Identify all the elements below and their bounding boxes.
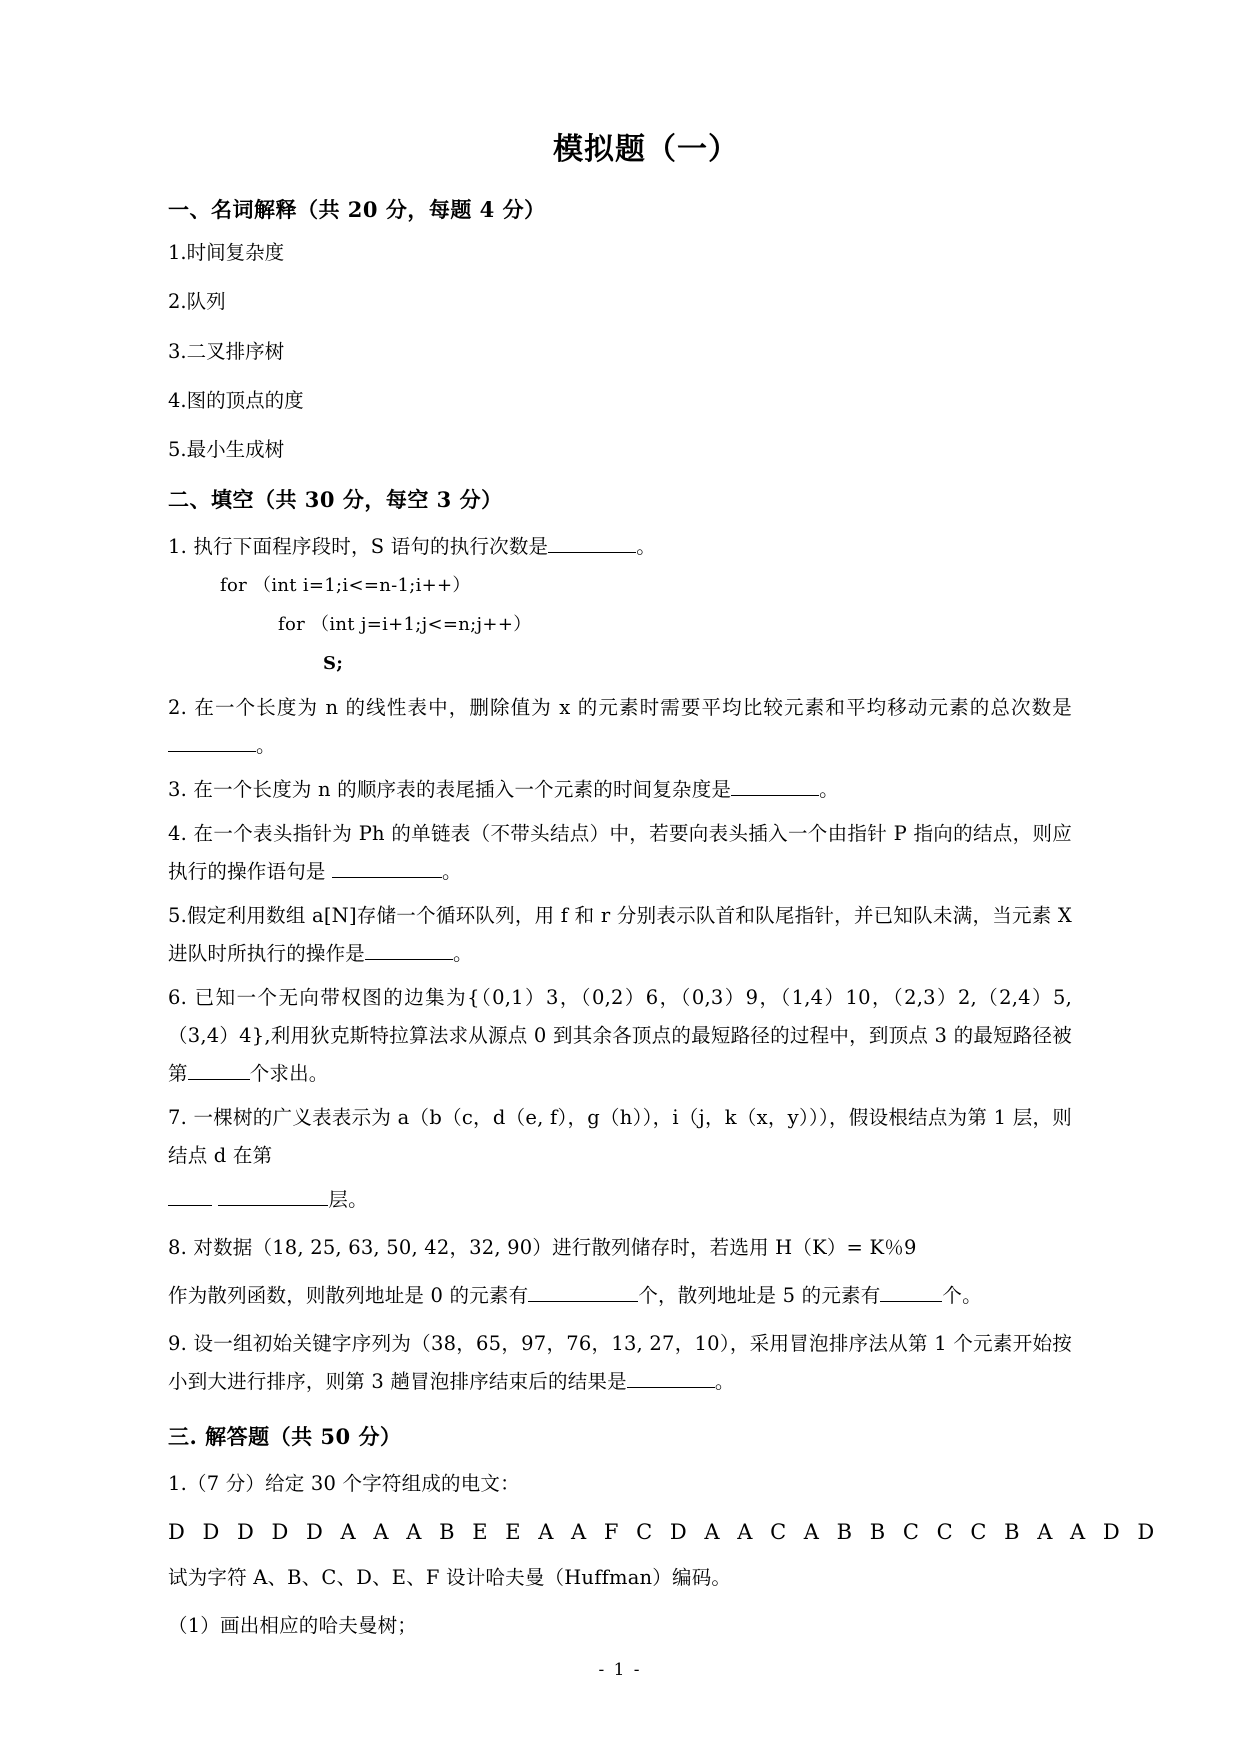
question-text: 作为散列函数，则散列地址是 0 的元素有 <box>168 1283 529 1307</box>
question-2-8-line1 <box>168 1229 1072 1267</box>
section-heading-terms: 一、名词解释（共 20 分，每题 4 分） <box>168 197 546 222</box>
code-line-statement: S; <box>323 652 344 674</box>
question-text-tail: 。 <box>256 733 276 757</box>
question-3-1-line3: 试为字符 A、B、C、D、E、F 设计哈夫曼（Huffman）编码。 <box>168 1565 732 1589</box>
question-text: 5.假定利用数组 a[N]存储一个循环队列，用 f 和 r 分别表示队首和队尾指针，并已知队未满，当元素 X 进队时所执行的操作是 <box>168 903 1072 965</box>
question-text: 1. 执行下面程序段时，S 语句的执行次数是 <box>168 535 549 559</box>
question-text-tail: 个求出。 <box>249 1061 329 1085</box>
answer-blank[interactable] <box>218 1205 328 1206</box>
term-item: 2.队列 <box>168 290 226 314</box>
question-text-tail: 。 <box>636 535 656 559</box>
code-line-for-inner: for （int j=i+1;j<=n;j++） <box>278 614 532 636</box>
term-item: 1.时间复杂度 <box>168 241 285 264</box>
answer-blank[interactable] <box>880 1301 942 1302</box>
section-heading-fill-blank: 二、填空（共 30 分，每空 3 分） <box>168 487 503 513</box>
question-2-2 <box>168 689 1072 765</box>
code-line-for-outer: for （int i=1;i<=n-1;i++） <box>220 575 471 597</box>
answer-blank[interactable] <box>168 751 256 752</box>
cipher-text: D D D D D A A A B E E A A F C D A A C A B B C C C B A A D D <box>168 1519 1160 1544</box>
question-text-tail: 。 <box>453 941 473 965</box>
question-3-1-line4: （1）画出相应的哈夫曼树； <box>168 1613 418 1637</box>
question-text: 个，散列地址是 5 的元素有 <box>638 1283 881 1307</box>
question-2-8-line2 <box>168 1277 1072 1315</box>
question-2-4 <box>168 815 1072 891</box>
question-text-tail: 。 <box>442 859 462 883</box>
question-2-7 <box>168 1099 1072 1175</box>
question-text-tail: 。 <box>819 777 839 801</box>
answer-blank[interactable] <box>548 552 636 553</box>
question-2-7-blank-line <box>168 1181 1072 1219</box>
question-text: 2. 在一个长度为 n 的线性表中，删除值为 x 的元素时需要平均比较元素和平均移动元素的总次数是 <box>168 695 1072 719</box>
section-heading-essay: 三. 解答题（共 50 分） <box>168 1423 402 1449</box>
answer-blank[interactable] <box>188 1079 250 1080</box>
question-2-3 <box>168 771 1072 809</box>
question-text: 3. 在一个长度为 n 的顺序表的表尾插入一个元素的时间复杂度是 <box>168 777 732 801</box>
question-text: 8. 对数据（18, 25, 63, 50, 42，32, 90）进行散列储存时，若选用 H（K）= K％9 <box>168 1235 917 1259</box>
question-2-5 <box>168 897 1072 973</box>
question-2-6 <box>168 979 1072 1093</box>
answer-blank[interactable] <box>332 877 442 878</box>
question-3-1-line1: 1.（7 分）给定 30 个字符组成的电文： <box>168 1471 520 1495</box>
question-text-tail: 个。 <box>942 1283 982 1307</box>
page-footer: - 1 - <box>598 1660 642 1680</box>
answer-blank[interactable] <box>365 959 453 960</box>
question-text-tail: 。 <box>714 1369 735 1393</box>
term-item: 4.图的顶点的度 <box>168 388 304 412</box>
question-2-9 <box>168 1325 1072 1401</box>
question-text: 6. 已知一个无向带权图的边集为{（0,1）3，（0,2）6，（0,3）9，（1,4）10，（2,3）2,（2,4）5,（3,4）4},利用狄克斯特拉算法求从源点 0 到其余各顶点的最短路径的过程中，到顶点 3 的最短路径被第 <box>168 985 1072 1085</box>
answer-blank[interactable] <box>627 1387 715 1388</box>
question-text: 7. 一棵树的广义表表示为 a（b（c，d（e, f），g（h）），i（j，k（x，y））），假设根结点为第 1 层，则结点 d 在第 <box>168 1105 1072 1167</box>
term-item: 3.二叉排序树 <box>168 339 285 363</box>
page-title: 模拟题（一） <box>553 132 739 167</box>
question-text-tail: 层。 <box>328 1187 368 1211</box>
question-text: 4. 在一个表头指针为 Ph 的单链表（不带头结点）中，若要向表头插入一个由指针 P 指向的结点，则应执行的操作语句是 <box>168 821 1072 883</box>
question-text: 9. 设一组初始关键字序列为（38，65，97，76，13, 27，10），采用冒泡排序法从第 1 个元素开始按小到大进行排序，则第 3 趟冒泡排序结束后的结果是 <box>168 1331 1072 1393</box>
term-item: 5.最小生成树 <box>168 438 285 461</box>
answer-blank[interactable] <box>168 1205 212 1206</box>
question-2-1 <box>168 528 1072 566</box>
answer-blank[interactable] <box>731 795 819 796</box>
answer-blank[interactable] <box>528 1301 638 1302</box>
